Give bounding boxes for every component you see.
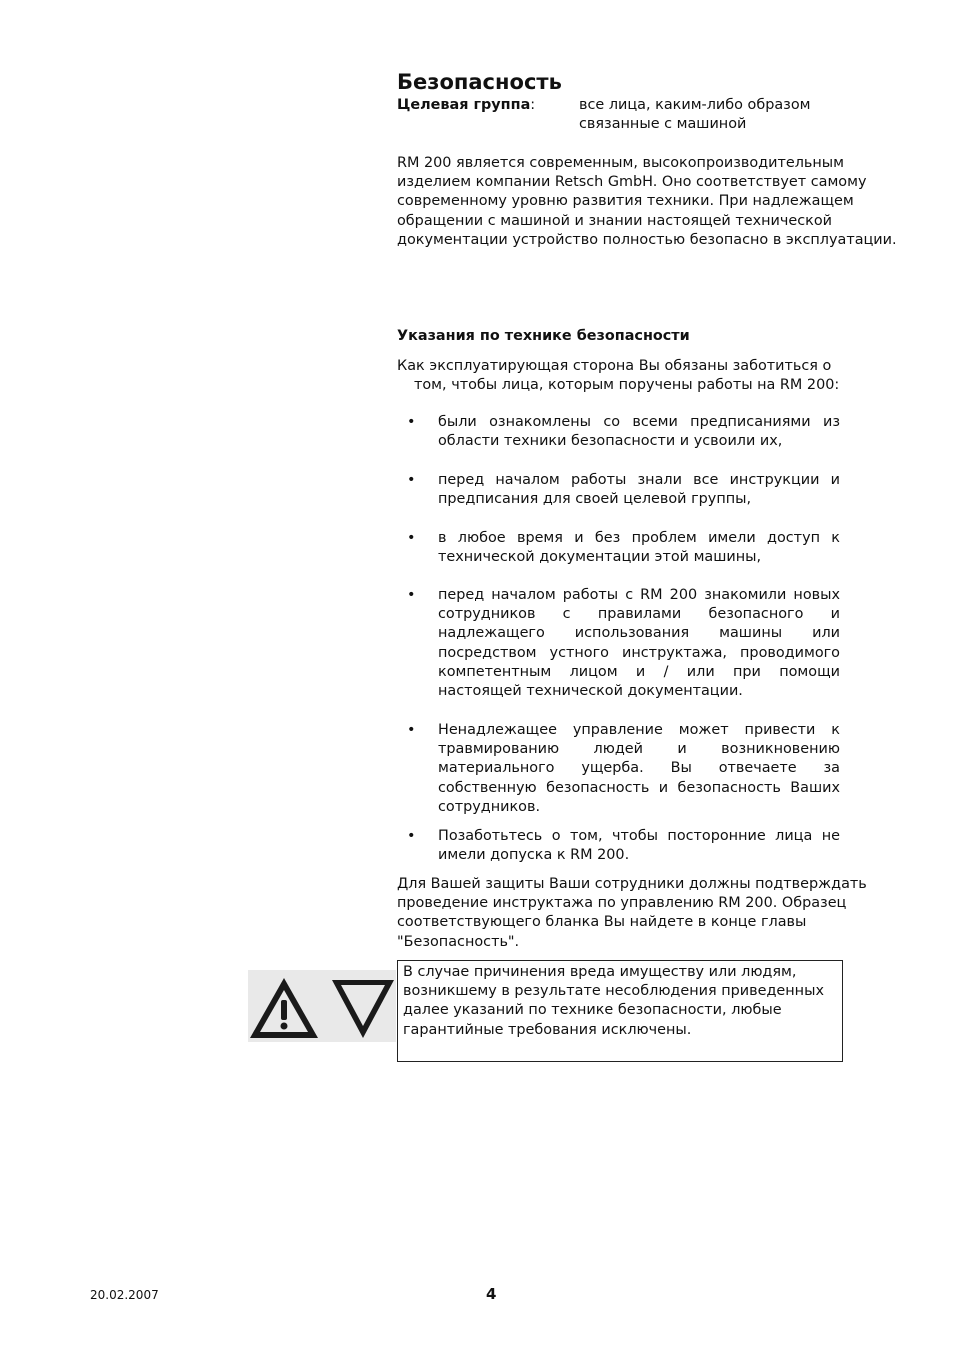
safety-heading: Указания по технике безопасности xyxy=(397,328,690,344)
bullet-text: перед началом работы знали все инструкции и предписания для своей целевой группы, xyxy=(438,472,840,508)
warning-icons-svg xyxy=(248,970,396,1042)
bullet-dot: • xyxy=(407,587,416,603)
bullet-dot: • xyxy=(407,722,416,738)
bullet-text: в любое время и без проблем имели доступ к технической документации этой машины, xyxy=(438,530,840,566)
warning-box: В случае причинения вреда имуществу или людям, возникшему в результате несоблюдения приведенных далее указаний по технике безопасности, любые гарантийные требования исключены. xyxy=(397,960,843,1062)
bullet-text: Позаботьтесь о том, чтобы посторонние лица не имели допуска к RM 200. xyxy=(438,828,840,864)
safety-lead xyxy=(397,357,897,395)
bullet-dot: • xyxy=(407,414,416,430)
target-group-label xyxy=(397,96,535,115)
bullet-text: Ненадлежащее управление может привести к травмированию людей и возникновению материального ущерба. Вы отвечаете за собственную безопасность и безопасность Ваших сотрудников. xyxy=(438,722,840,815)
bullet-dot: • xyxy=(407,828,416,844)
bullet-dot: • xyxy=(407,472,416,488)
warning-icons xyxy=(248,970,396,1042)
bullet-dot: • xyxy=(407,530,416,546)
page-number: 4 xyxy=(486,1285,497,1303)
target-group-colon: : xyxy=(530,97,536,113)
target-group-value: все лица, каким-либо образом связанные с машиной xyxy=(579,97,811,132)
safety-lead-line-2: том, чтобы лица, которым поручены работы на RM 200: xyxy=(414,377,840,394)
target-group-label-text: Целевая группа xyxy=(397,97,531,113)
bullet-text: были ознакомлены со всеми предписаниями из области техники безопасности и усвоили их, xyxy=(438,414,840,450)
bullet-text: перед началом работы с RM 200 знакомили новых сотрудников с правилами безопасного и надлежащего использования машины или посредством устного инструктажа, проводимого компетентным лицом и / или при помощи настоящей технической документации. xyxy=(438,587,840,700)
footer-date: 20.02.2007 xyxy=(90,1288,159,1302)
intro-paragraph: RM 200 является современным, высокопроизводительным изделием компании Retsch GmbH. Оно соответствует самому современному уровню развития техники. При надлежащем обращении с машиной и знании настоящей технической документации устройство полностью безопасно в эксплуатации. xyxy=(397,155,897,248)
section-title: Безопасность xyxy=(397,70,562,94)
closing-paragraph: Для Вашей защиты Ваши сотрудники должны подтверждать проведение инструктажа по управлению RM 200. Образец соответствующего бланка Вы найдете в конце главы "Безопасность". xyxy=(397,876,867,950)
safety-lead-line-1: Как эксплуатирующая сторона Вы обязаны заботиться о xyxy=(397,358,832,374)
